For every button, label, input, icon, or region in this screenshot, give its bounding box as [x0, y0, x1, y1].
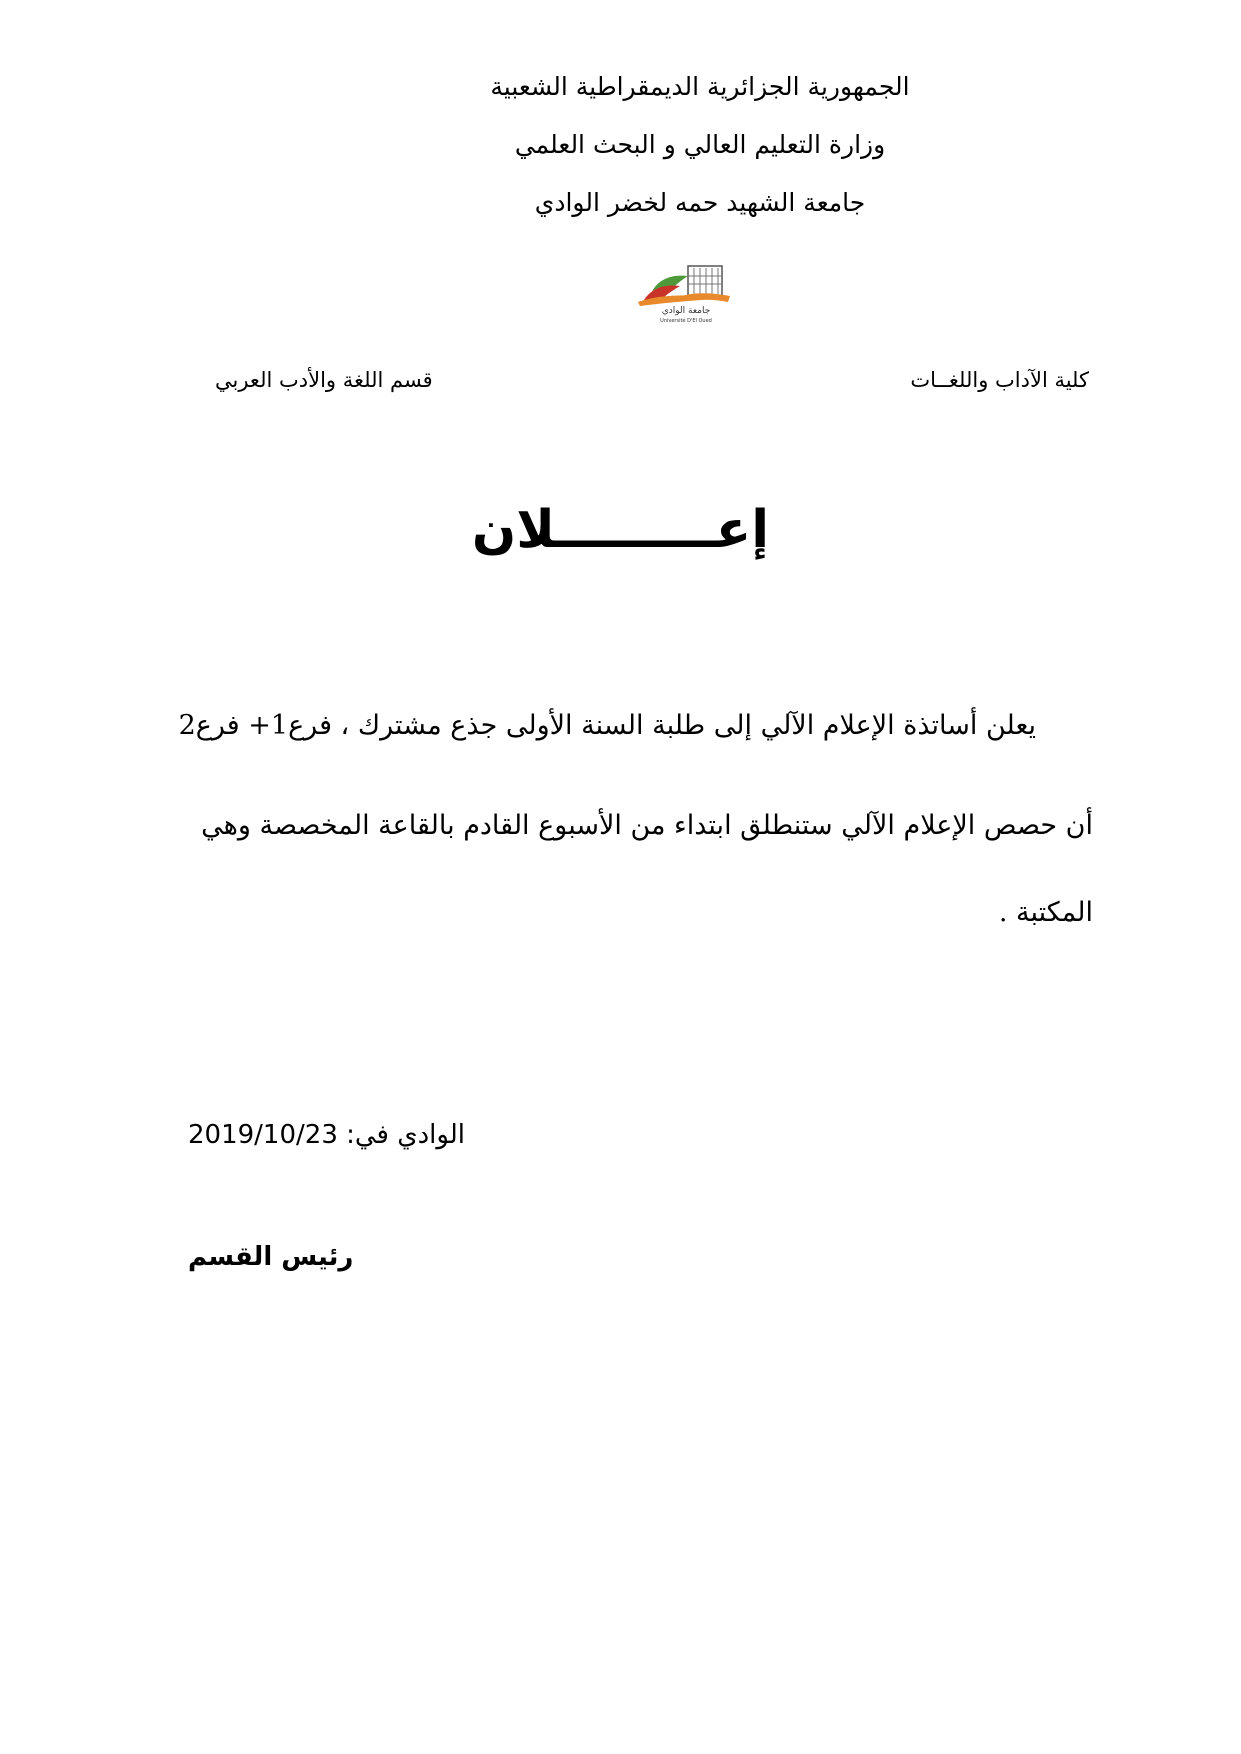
- announcement-body-line-1: يعلن أساتذة الإعلام الآلي إلى طلبة السنة الأولى جذع مشترك ، فرع1+ فرع2: [178, 710, 1036, 741]
- signature-title: رئيس القسم: [188, 1242, 354, 1272]
- logo-latin-text: Université D'El Oued: [660, 318, 712, 324]
- announcement-body-line-2: أن حصص الإعلام الآلي ستنطلق ابتداء من الأسبوع القادم بالقاعة المخصصة وهي: [201, 810, 1093, 841]
- header-country: الجمهورية الجزائرية الديمقراطية الشعبية: [490, 72, 910, 101]
- department-name: قسم اللغة والأدب العربي: [215, 368, 433, 392]
- date-line: الوادي في: 2019/10/23: [188, 1120, 465, 1150]
- header-university: جامعة الشهيد حمه لخضر الوادي: [534, 188, 866, 217]
- faculty-name: كلية الآداب واللغــات: [910, 368, 1089, 392]
- header-ministry: وزارة التعليم العالي و البحث العلمي: [514, 130, 886, 159]
- announcement-body-line-3: المكتبة .: [998, 897, 1093, 928]
- logo-arabic-text: جامعة الوادي: [661, 306, 711, 316]
- university-logo: [630, 262, 742, 324]
- announcement-title: إعـــــــــلان: [471, 500, 770, 560]
